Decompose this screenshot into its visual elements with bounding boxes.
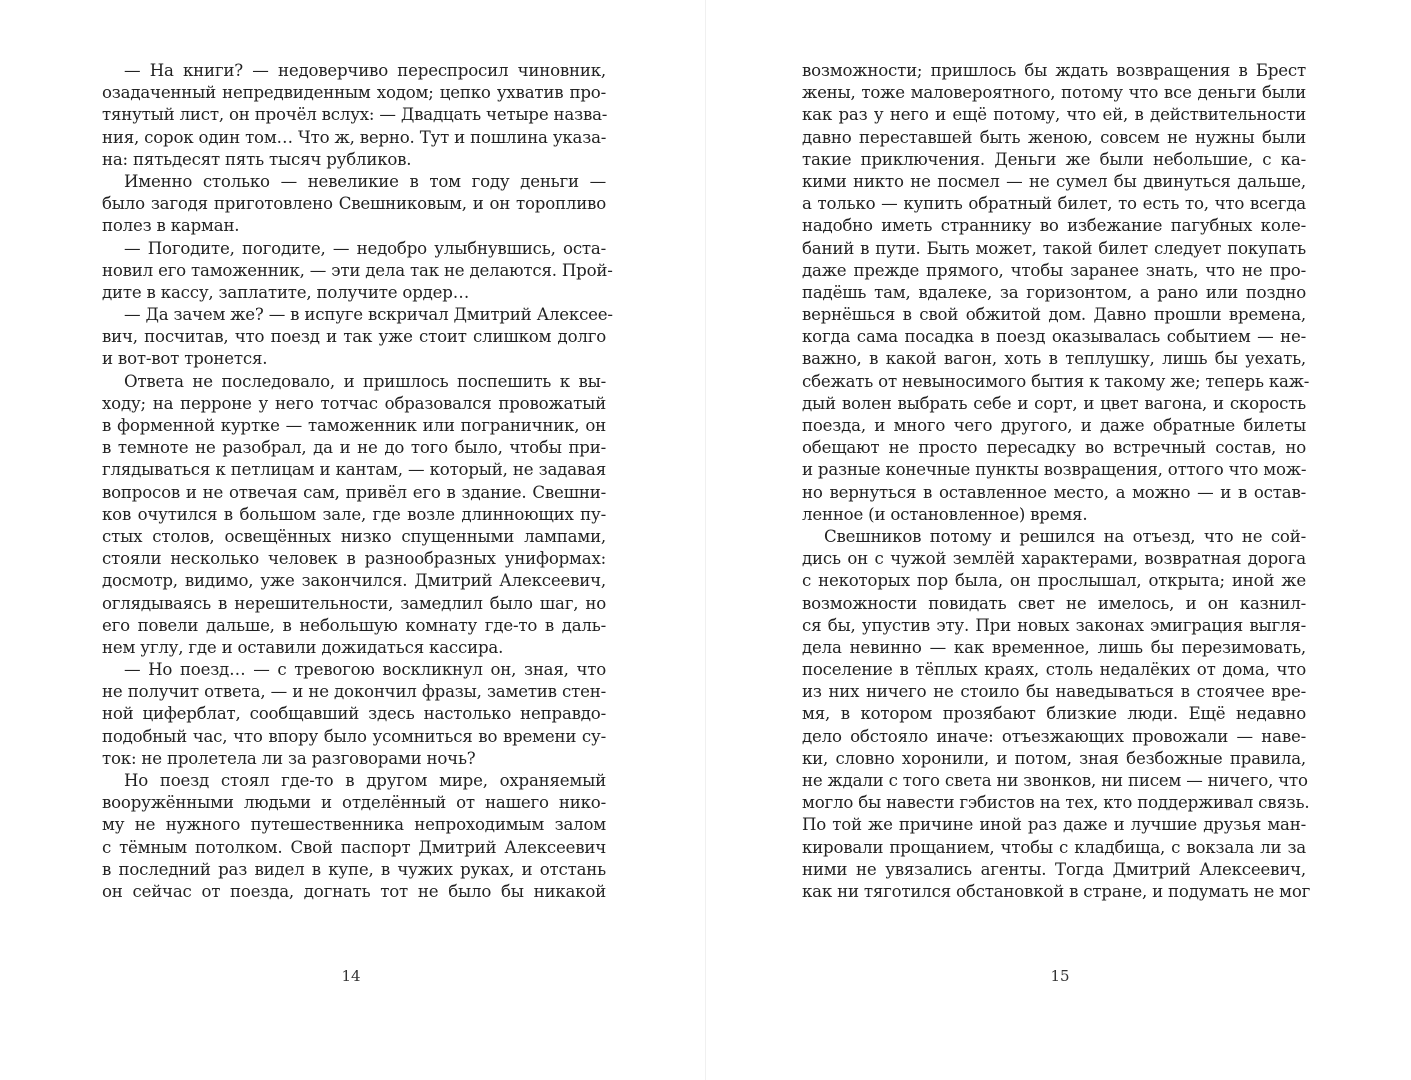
text-line: такие приключения. Деньги же были небольшие, с ка- [802,149,1306,169]
text-line: в темноте не разобрал, да и не до того было, чтобы при- [102,438,606,458]
text-line: не получит ответа, — и не докончил фразы, заметив стен- [102,682,606,702]
text-line: надобно иметь страннику во избежание пагубных коле- [802,216,1306,236]
right-page [706,0,1411,1080]
text-line: вич, посчитав, что поезд и так уже стоит слишком долго [102,327,606,347]
text-line: возможности повидать свет не имелось, и он казнил- [802,593,1306,613]
text-line: жены, тоже маловероятного, потому что все деньги были [802,83,1306,103]
text-line: ния, сорок один том… Что ж, верно. Тут и пошлина указа- [102,127,607,147]
text-line: с тёмным потолком. Свой паспорт Дмитрий Алексеевич [102,837,606,857]
text-line: поселение в тёплых краях, столь недалёких от дома, что [802,660,1306,680]
text-line: — На книги? — недоверчиво переспросил чиновник, [124,61,606,80]
text-line: дело обстояло иначе: отъезжающих провожали — наве- [802,726,1306,746]
text-line: нем углу, где и оставили дожидаться кассира. [102,637,504,657]
text-line: му не нужного путешественника непроходимым залом [102,815,606,835]
text-line: падёшь там, вдалеке, за горизонтом, а рано или поздно [802,282,1306,302]
text-line: давно переставшей быть женою, совсем не нужны были [802,127,1306,147]
text-line: было загодя приготовлено Свешниковым, и он торопливо [102,194,606,214]
text-line: стых столов, освещённых низко спущенными лампами, [102,526,606,546]
text-line: мя, в котором прозябают близкие люди. Ещё недавно [802,704,1306,724]
text-line: баний в пути. Быть может, такой билет следует покупать [802,238,1306,258]
text-line: не ждали с того света ни звонков, ни писем — ничего, что [802,771,1308,790]
text-line: возможности; пришлось бы ждать возвращения в Брест [802,61,1306,80]
text-line: как ни тяготился обстановкой в стране, и подумать не мог [802,881,1311,901]
text-line: досмотр, видимо, уже закончился. Дмитрий Алексеевич, [102,571,606,591]
text-line: как раз у него и ещё потому, что ей, в действительности [802,105,1306,125]
text-line: кировали прощанием, чтобы с кладбища, с вокзала ли за [802,837,1306,857]
text-line: — Да зачем же? — в испуге вскричал Дмитрий Алексее- [124,305,613,325]
text-line: дись он с чужой землёй характерами, возвратная дорога [802,549,1306,569]
text-line: в форменной куртке — таможенник или пограничник, он [102,416,606,435]
text-line: полез в карман. [102,216,240,236]
text-line: стояли несколько человек в разнообразных униформах: [102,549,606,569]
text-line: на: пятьдесят пять тысяч рубликов. [102,149,412,169]
text-line: поезда, и много чего другого, и даже обратные билеты [802,416,1306,435]
text-line: Свешников потому и решился на отъезд, что не сой- [824,526,1306,546]
text-line: — Но поезд… — с тревогою воскликнул он, зная, что [124,660,606,680]
text-line: Но поезд стоял где-то в другом мире, охраняемый [124,771,606,790]
text-line: и разные конечные пункты возвращения, оттого что мож- [802,460,1307,480]
text-line: когда сама посадка в поезд оказывалась событием — не- [802,327,1306,347]
text-line: сбежать от невыносимого бытия к такому же; теперь каж- [802,371,1310,391]
text-line: ся бы, упустив эту. При новых законах эмиграция выгля- [802,615,1306,635]
text-line: из них ничего не стоило бы наведываться в стоячее вре- [802,682,1306,702]
text-line: ними не увязались агенты. Тогда Дмитрий Алексеевич, [802,859,1306,879]
left-page [0,0,705,1080]
text-line: ков очутился в большом зале, где возле длинноющих пу- [102,504,606,524]
text-line: глядываться к петлицам и кантам, — который, не задавая [102,460,606,480]
text-line: ленное (и остановленное) время. [802,504,1088,524]
text-line: новил его таможенник, — эти дела так не делаются. Прой- [102,260,613,280]
text-line: оглядываясь в нерешительности, замедлил было шаг, но [102,593,606,613]
page-number: 14 [341,967,361,985]
text-line: подобный час, что впору было усомниться во времени су- [102,726,606,746]
text-line: Именно столько — невеликие в том году деньги — [124,171,606,191]
text-line: — Погодите, погодите, — недобро улыбнувшись, оста- [124,238,606,258]
page-number: 15 [1050,967,1070,985]
text-line: Ответа не последовало, и пришлось поспешить к вы- [124,371,606,391]
text-line: По той же причине иной раз даже и лучшие друзья ман- [802,815,1306,835]
text-line: но вернуться в оставленное место, а можно — и в остав- [802,482,1306,502]
text-line: могло бы навести гэбистов на тех, кто поддерживал связь. [802,793,1310,813]
left-page-text [102,60,613,903]
text-line: кими никто не посмел — не сумел бы двинуться дальше, [802,171,1306,191]
text-line: ной циферблат, сообщавший здесь настолько неправдо- [102,704,606,724]
text-line: дите в кассу, заплатите, получите ордер… [102,282,470,302]
text-line: даже прежде прямого, чтобы заранее знать, что не про- [802,260,1306,280]
text-line: тянутый лист, он прочёл вслух: — Двадцать четыре назва- [102,105,608,125]
text-line: ток: не пролетела ли за разговорами ночь? [102,748,476,768]
text-line: вооружёнными людьми и отделённый от нашего нико- [102,793,606,813]
text-line: обещают не просто пересадку во встречный состав, но [802,438,1306,458]
right-page-text [802,60,1311,903]
text-line: дела невинно — как временное, лишь бы перезимовать, [802,637,1306,657]
text-line: он сейчас от поезда, догнать тот не было бы никакой [102,881,606,901]
text-line: вернёшься в свой обжитой дом. Давно прошли времена, [802,305,1306,325]
text-line: важно, в какой вагон, хоть в теплушку, лишь бы уехать, [802,349,1306,369]
text-line: ходу; на перроне у него тотчас образовался провожатый [102,393,606,413]
text-line: а только — купить обратный билет, то есть то, что всегда [802,194,1306,214]
text-line: озадаченный непредвиденным ходом; цепко ухватив про- [102,83,606,103]
text-line: его повели дальше, в небольшую комнату где-то в даль- [102,615,606,635]
text-line: вопросов и не отвечая сам, привёл его в здание. Свешни- [102,482,606,502]
text-line: с некоторых пор была, он прослышал, открыта; иной же [802,571,1306,591]
text-line: в последний раз видел в купе, в чужих руках, и отстань [102,859,606,879]
text-line: ки, словно хоронили, и потом, зная безбожные правила, [802,748,1306,768]
text-line: и вот-вот тронется. [102,349,268,369]
text-line: дый волен выбрать себе и сорт, и цвет вагона, и скорость [802,393,1306,413]
